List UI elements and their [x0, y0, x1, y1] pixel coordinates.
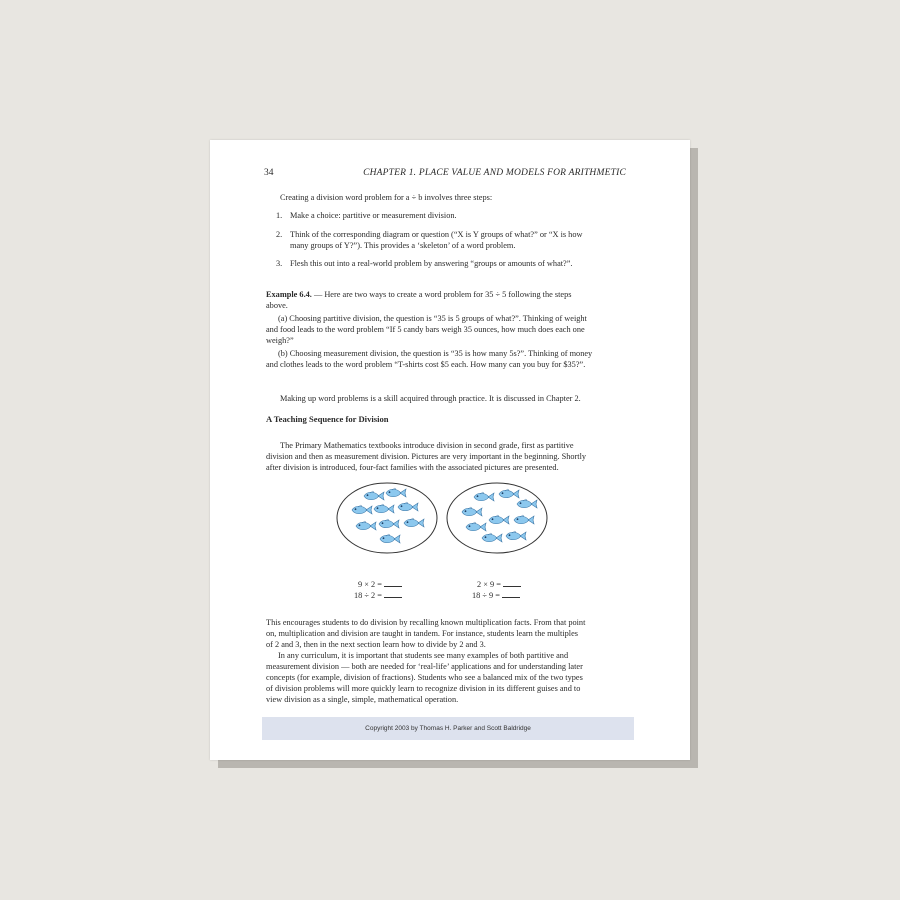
closing-para2-line2: measurement division — both are needed for ‘real-life’ applications and for understanding later	[266, 662, 583, 671]
equation-text: 2 × 9 =	[477, 580, 501, 589]
answer-blank	[384, 580, 402, 587]
example-line1	[266, 289, 571, 300]
closing-para2-line3: concepts (for example, division of fractions). Students who see a balanced mix of the two types	[266, 673, 583, 682]
division-illustration	[334, 480, 552, 558]
equation-text: 18 ÷ 2 =	[354, 591, 382, 600]
intro-text: Creating a division word problem for a ÷ b involves three steps:	[280, 193, 493, 202]
example-label: Example 6.4.	[266, 290, 312, 299]
example-b-line2: and clothes leads to the word problem “T-shirts cost $5 each. How many can you buy for $35?”.	[266, 360, 586, 369]
equation-text: 9 × 2 =	[358, 580, 382, 589]
section-para-line3: after division is introduced, four-fact families with the associated pictures are presented.	[266, 463, 559, 472]
right-fish-group	[447, 483, 547, 553]
closing-para1-line3: of 2 and 3, then in the next section learn how to divide by 2 and 3.	[266, 640, 486, 649]
example-line2: above.	[266, 301, 288, 310]
practice-note: Making up word problems is a skill acquired through practice. It is discussed in Chapter 2.	[280, 394, 581, 403]
answer-blank	[384, 591, 402, 598]
step-2-num: 2.	[276, 230, 283, 239]
page-number: 34	[264, 168, 274, 178]
closing-para1-line1: This encourages students to do division by recalling known multiplication facts. From that point	[266, 618, 586, 627]
example-a-line1: (a) Choosing partitive division, the question is “35 is 5 groups of what?”. Thinking of weight	[278, 314, 587, 323]
closing-para2-line1: In any curriculum, it is important that students see many examples of both partitive and	[278, 651, 569, 660]
section-para-line2: division and then as measurement division. Pictures are very important in the beginning. Shortly	[266, 452, 587, 461]
example-a-line3: weigh?”	[266, 336, 294, 345]
equation-right-2	[472, 591, 520, 602]
step-1-num: 1.	[276, 211, 283, 220]
section-heading: A Teaching Sequence for Division	[266, 414, 389, 424]
closing-para2-line5: view division as a single, simple, mathematical operation.	[266, 695, 459, 704]
example-a-line2: and food leads to the word problem “If 5 candy bars weigh 35 ounces, how much does each one	[266, 325, 585, 334]
example-intro: — Here are two ways to create a word problem for 35 ÷ 5 following the steps	[311, 290, 572, 299]
document-page	[210, 140, 690, 760]
step-2-line1: Think of the corresponding diagram or question (“X is Y groups of what?” or “X is how	[290, 230, 583, 239]
step-2-line2: many groups of Y?”). This provides a ‘skeleton’ of a word problem.	[290, 241, 516, 250]
example-b-line1: (b) Choosing measurement division, the question is “35 is how many 5s?”. Thinking of money	[278, 349, 593, 358]
equation-left-1	[358, 580, 402, 591]
copyright-text: Copyright 2003 by Thomas H. Parker and Scott Baldridge	[365, 725, 531, 732]
equation-left-2	[354, 591, 402, 602]
left-fish-group	[337, 483, 437, 553]
answer-blank	[503, 580, 521, 587]
answer-blank	[502, 591, 520, 598]
step-3-num: 3.	[276, 259, 283, 268]
step-3-text: Flesh this out into a real-world problem by answering “groups or amounts of what?”.	[290, 259, 573, 268]
section-para-line1: The Primary Mathematics textbooks introduce division in second grade, first as partitive	[280, 441, 574, 450]
equation-text: 18 ÷ 9 =	[472, 591, 500, 600]
copyright-footer	[262, 717, 634, 740]
equation-right-1	[477, 580, 521, 591]
step-1-text: Make a choice: partitive or measurement division.	[290, 211, 457, 220]
closing-para1-line2: on, multiplication and division are taught in tandem. For instance, students learn the multiples	[266, 629, 578, 638]
closing-para2-line4: of division problems will more quickly learn to recognize division in its different guises and to	[266, 684, 581, 693]
running-head: CHAPTER 1. PLACE VALUE AND MODELS FOR ARITHMETIC	[363, 168, 626, 178]
